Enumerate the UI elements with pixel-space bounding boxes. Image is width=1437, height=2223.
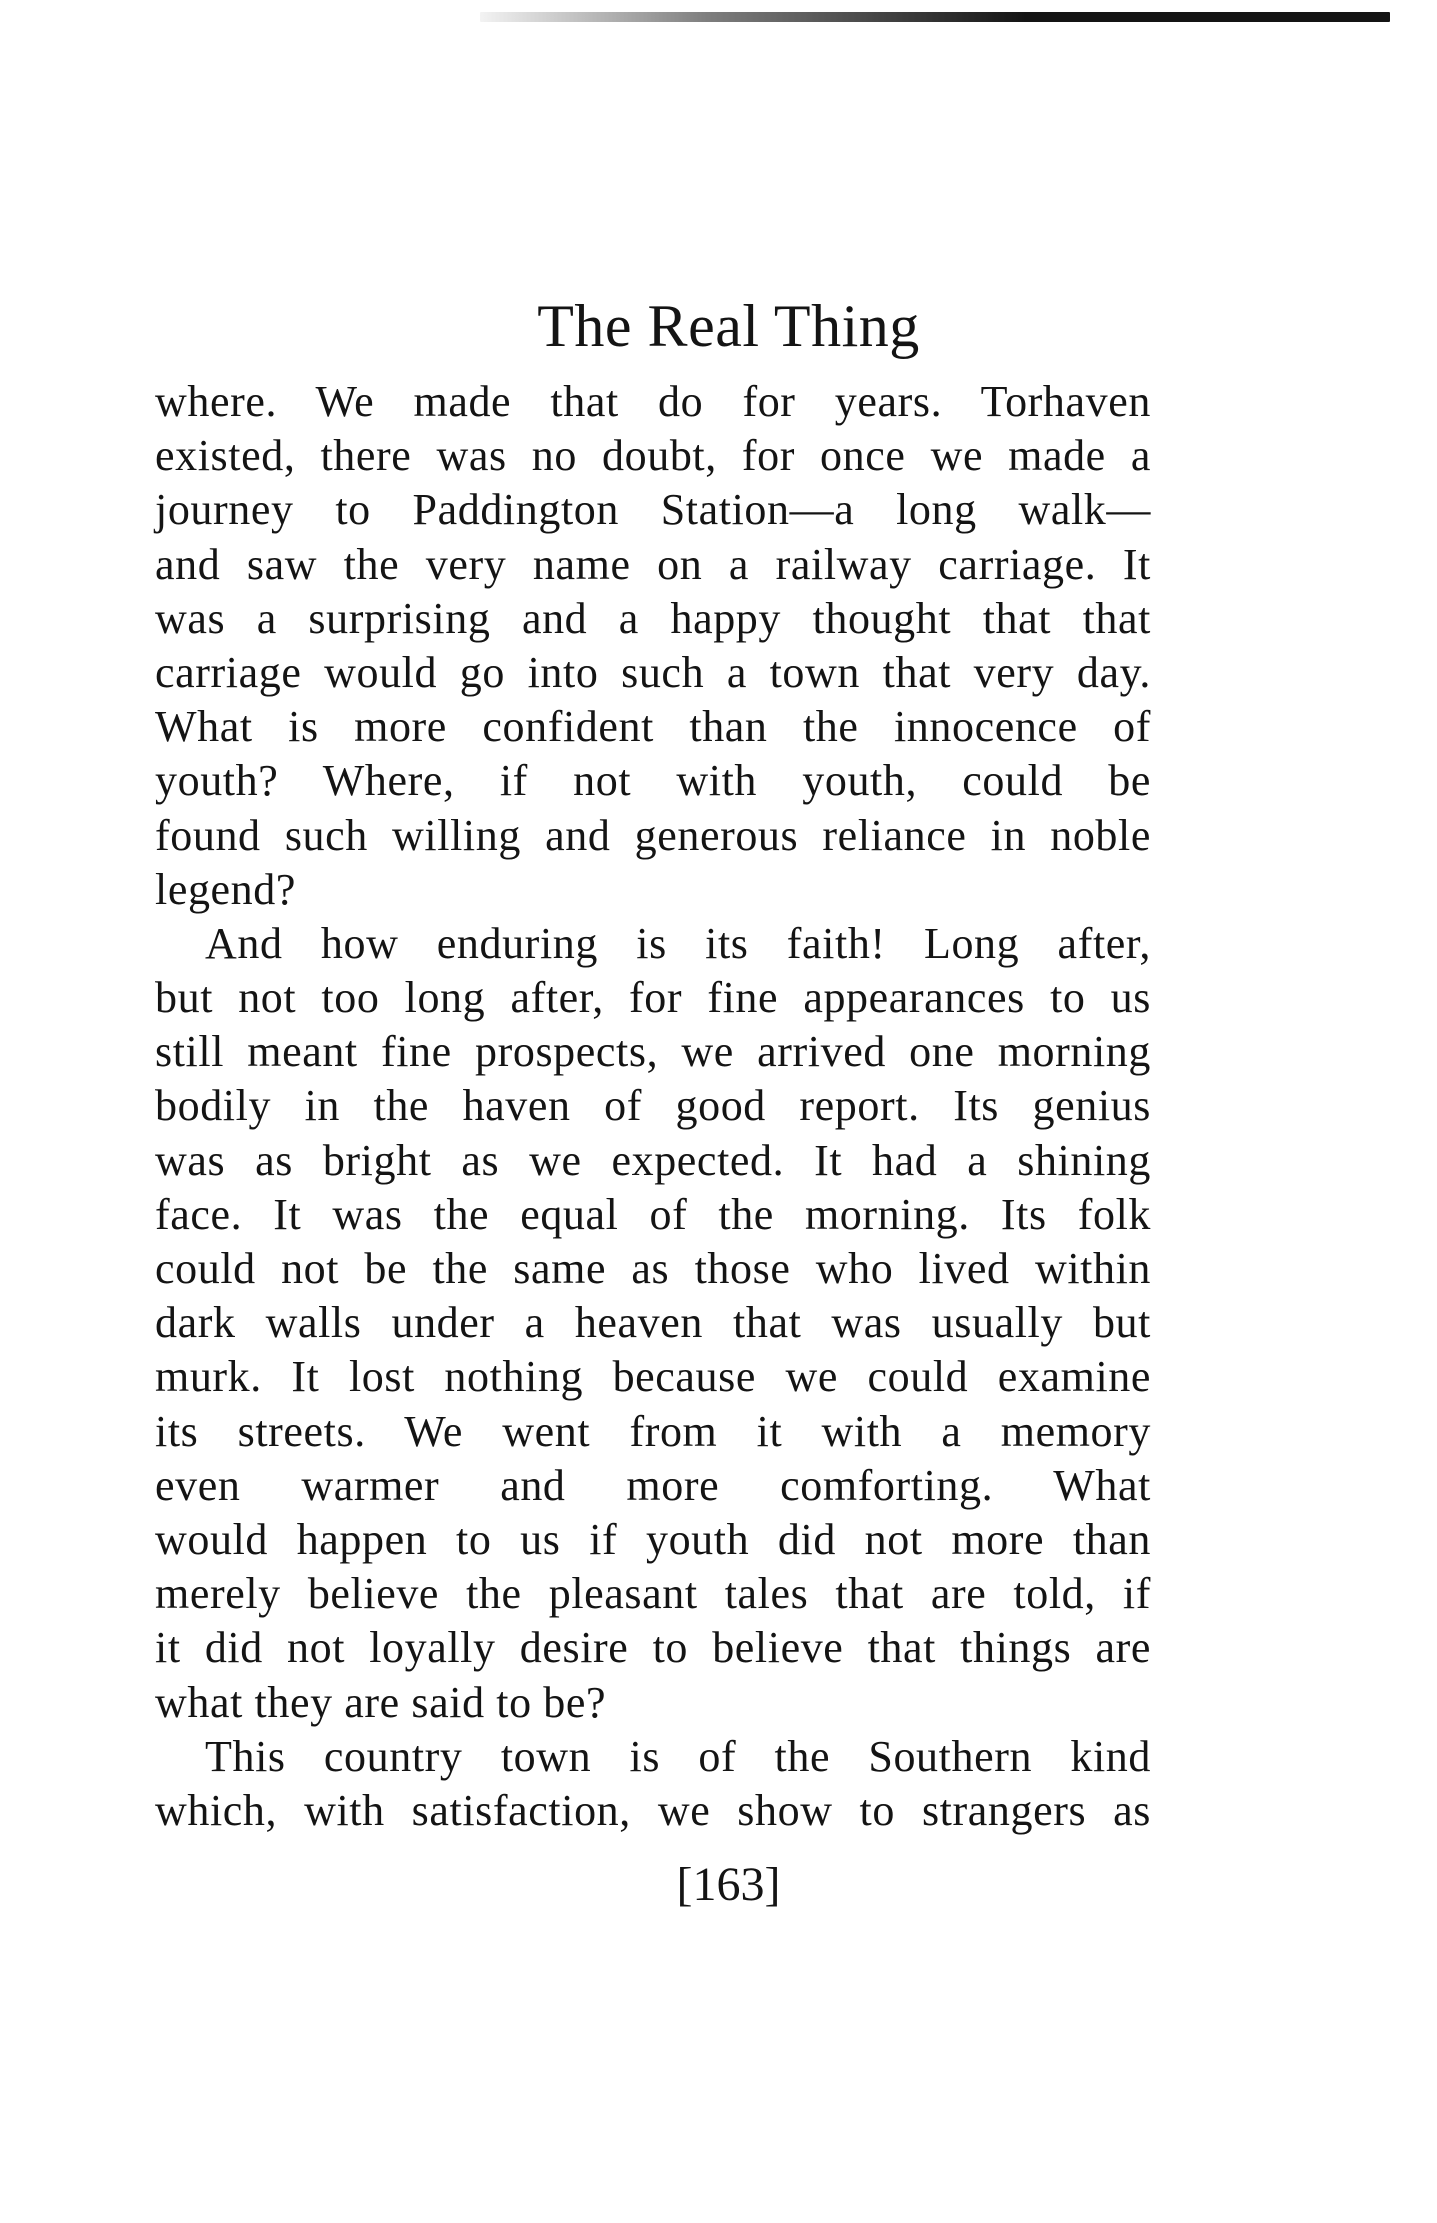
text-line: youth? Where, if not with youth, could be [155, 756, 1151, 806]
body-text [155, 375, 1151, 1838]
text-line: And how enduring is its faith! Long after, [205, 918, 1151, 968]
text-line: This country town is of the Southern kind [205, 1731, 1151, 1781]
text-line: murk. It lost nothing because we could examine [155, 1352, 1151, 1402]
text-line: still meant fine prospects, we arrived one morning [155, 1027, 1151, 1077]
text-line: found such willing and generous reliance in noble [155, 810, 1151, 860]
text-line: face. It was the equal of the morning. Its folk [155, 1189, 1151, 1239]
text-line: what they are said to be? [155, 1677, 607, 1727]
text-line: What is more confident than the innocence of [155, 702, 1151, 752]
text-line: it did not loyally desire to believe that things are [155, 1623, 1151, 1673]
text-line: even warmer and more comforting. What [155, 1460, 1151, 1510]
text-line: would happen to us if youth did not more than [155, 1514, 1151, 1564]
text-line: was as bright as we expected. It had a shining [155, 1135, 1151, 1185]
text-line: carriage would go into such a town that very day. [155, 647, 1151, 697]
text-line: where. We made that do for years. Torhaven [155, 377, 1151, 426]
text-line: merely believe the pleasant tales that are told, if [155, 1569, 1151, 1619]
text-line: bodily in the haven of good report. Its genius [155, 1081, 1151, 1131]
top-edge-rule [480, 12, 1390, 22]
running-head: The Real Thing [537, 293, 920, 359]
text-line: could not be the same as those who lived within [155, 1244, 1151, 1293]
text-line: its streets. We went from it with a memory [155, 1406, 1151, 1456]
text-line: and saw the very name on a railway carriage. It [155, 539, 1151, 589]
page-number: [163] [676, 1858, 781, 1911]
text-line: was a surprising and a happy thought that that [155, 593, 1151, 643]
text-line: journey to Paddington Station—a long walk— [155, 485, 1151, 535]
text-line: which, with satisfaction, we show to strangers as [155, 1785, 1151, 1835]
text-line: dark walls under a heaven that was usually but [155, 1298, 1151, 1348]
text-line: legend? [155, 864, 297, 914]
text-line: but not too long after, for fine appearances to us [155, 973, 1151, 1023]
text-line: existed, there was no doubt, for once we made a [155, 431, 1151, 481]
